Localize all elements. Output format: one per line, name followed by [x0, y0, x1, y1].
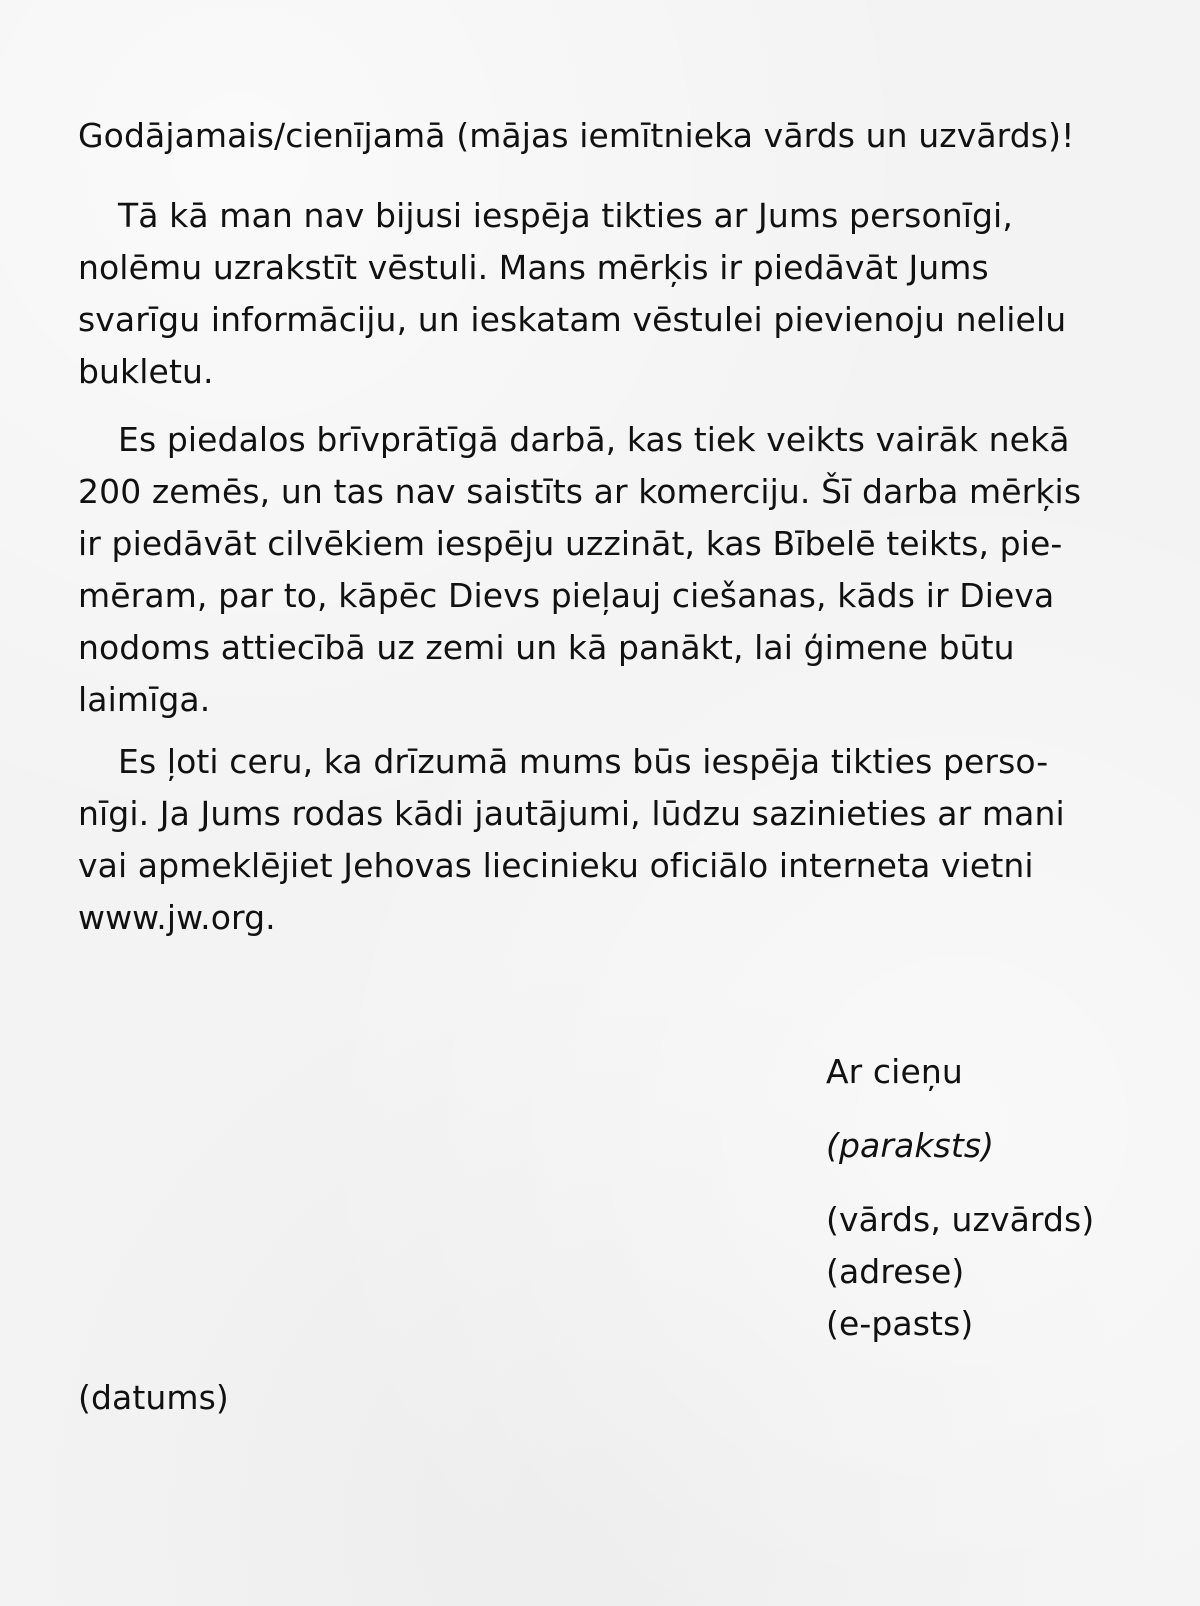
paragraph-line: nolēmu uzrakstīt vēstuli. Mans mērķis ir piedāvāt Jums — [78, 248, 989, 287]
paragraph-line: 200 zemēs, un tas nav saistīts ar komerciju. Šī darba mērķis — [78, 472, 1082, 511]
paragraph-line: bukletu. — [78, 352, 214, 391]
date-placeholder: (datums) — [78, 1378, 229, 1417]
paragraph-line: vai apmeklējiet Jehovas liecinieku oficiālo interneta vietni — [78, 846, 1034, 885]
paragraph-line: www.jw.org. — [78, 898, 276, 937]
paragraph-line: nodoms attiecībā uz zemi un kā panākt, lai ģimene būtu — [78, 628, 1015, 667]
sender-name-placeholder: (vārds, uzvārds) — [826, 1200, 1095, 1239]
sender-email-placeholder: (e-pasts) — [826, 1304, 974, 1343]
paragraph-line: ir piedāvāt cilvēkiem iespēju uzzināt, kas Bībelē teikts, pie- — [78, 524, 1063, 563]
paragraph-line: mēram, par to, kāpēc Dievs pieļauj ciešanas, kāds ir Dieva — [78, 576, 1055, 615]
closing: Ar cieņu — [826, 1052, 963, 1091]
paragraph-line: Es piedalos brīvprātīgā darbā, kas tiek veikts vairāk nekā — [118, 420, 1070, 459]
signature-placeholder: (paraksts) — [826, 1126, 995, 1165]
paragraph-line: laimīga. — [78, 680, 211, 719]
paragraph-line: svarīgu informāciju, un ieskatam vēstulei pievienoju nelielu — [78, 300, 1067, 339]
paragraph-line: Tā kā man nav bijusi iespēja tikties ar Jums personīgi, — [118, 196, 1013, 235]
salutation: Godājamais/cienījamā (mājas iemītnieka vārds un uzvārds)! — [78, 116, 1075, 155]
paragraph-line: Es ļoti ceru, ka drīzumā mums būs iespēja tikties perso- — [118, 742, 1049, 781]
paragraph-line: nīgi. Ja Jums rodas kādi jautājumi, lūdzu sazinieties ar mani — [78, 794, 1065, 833]
sender-address-placeholder: (adrese) — [826, 1252, 965, 1291]
